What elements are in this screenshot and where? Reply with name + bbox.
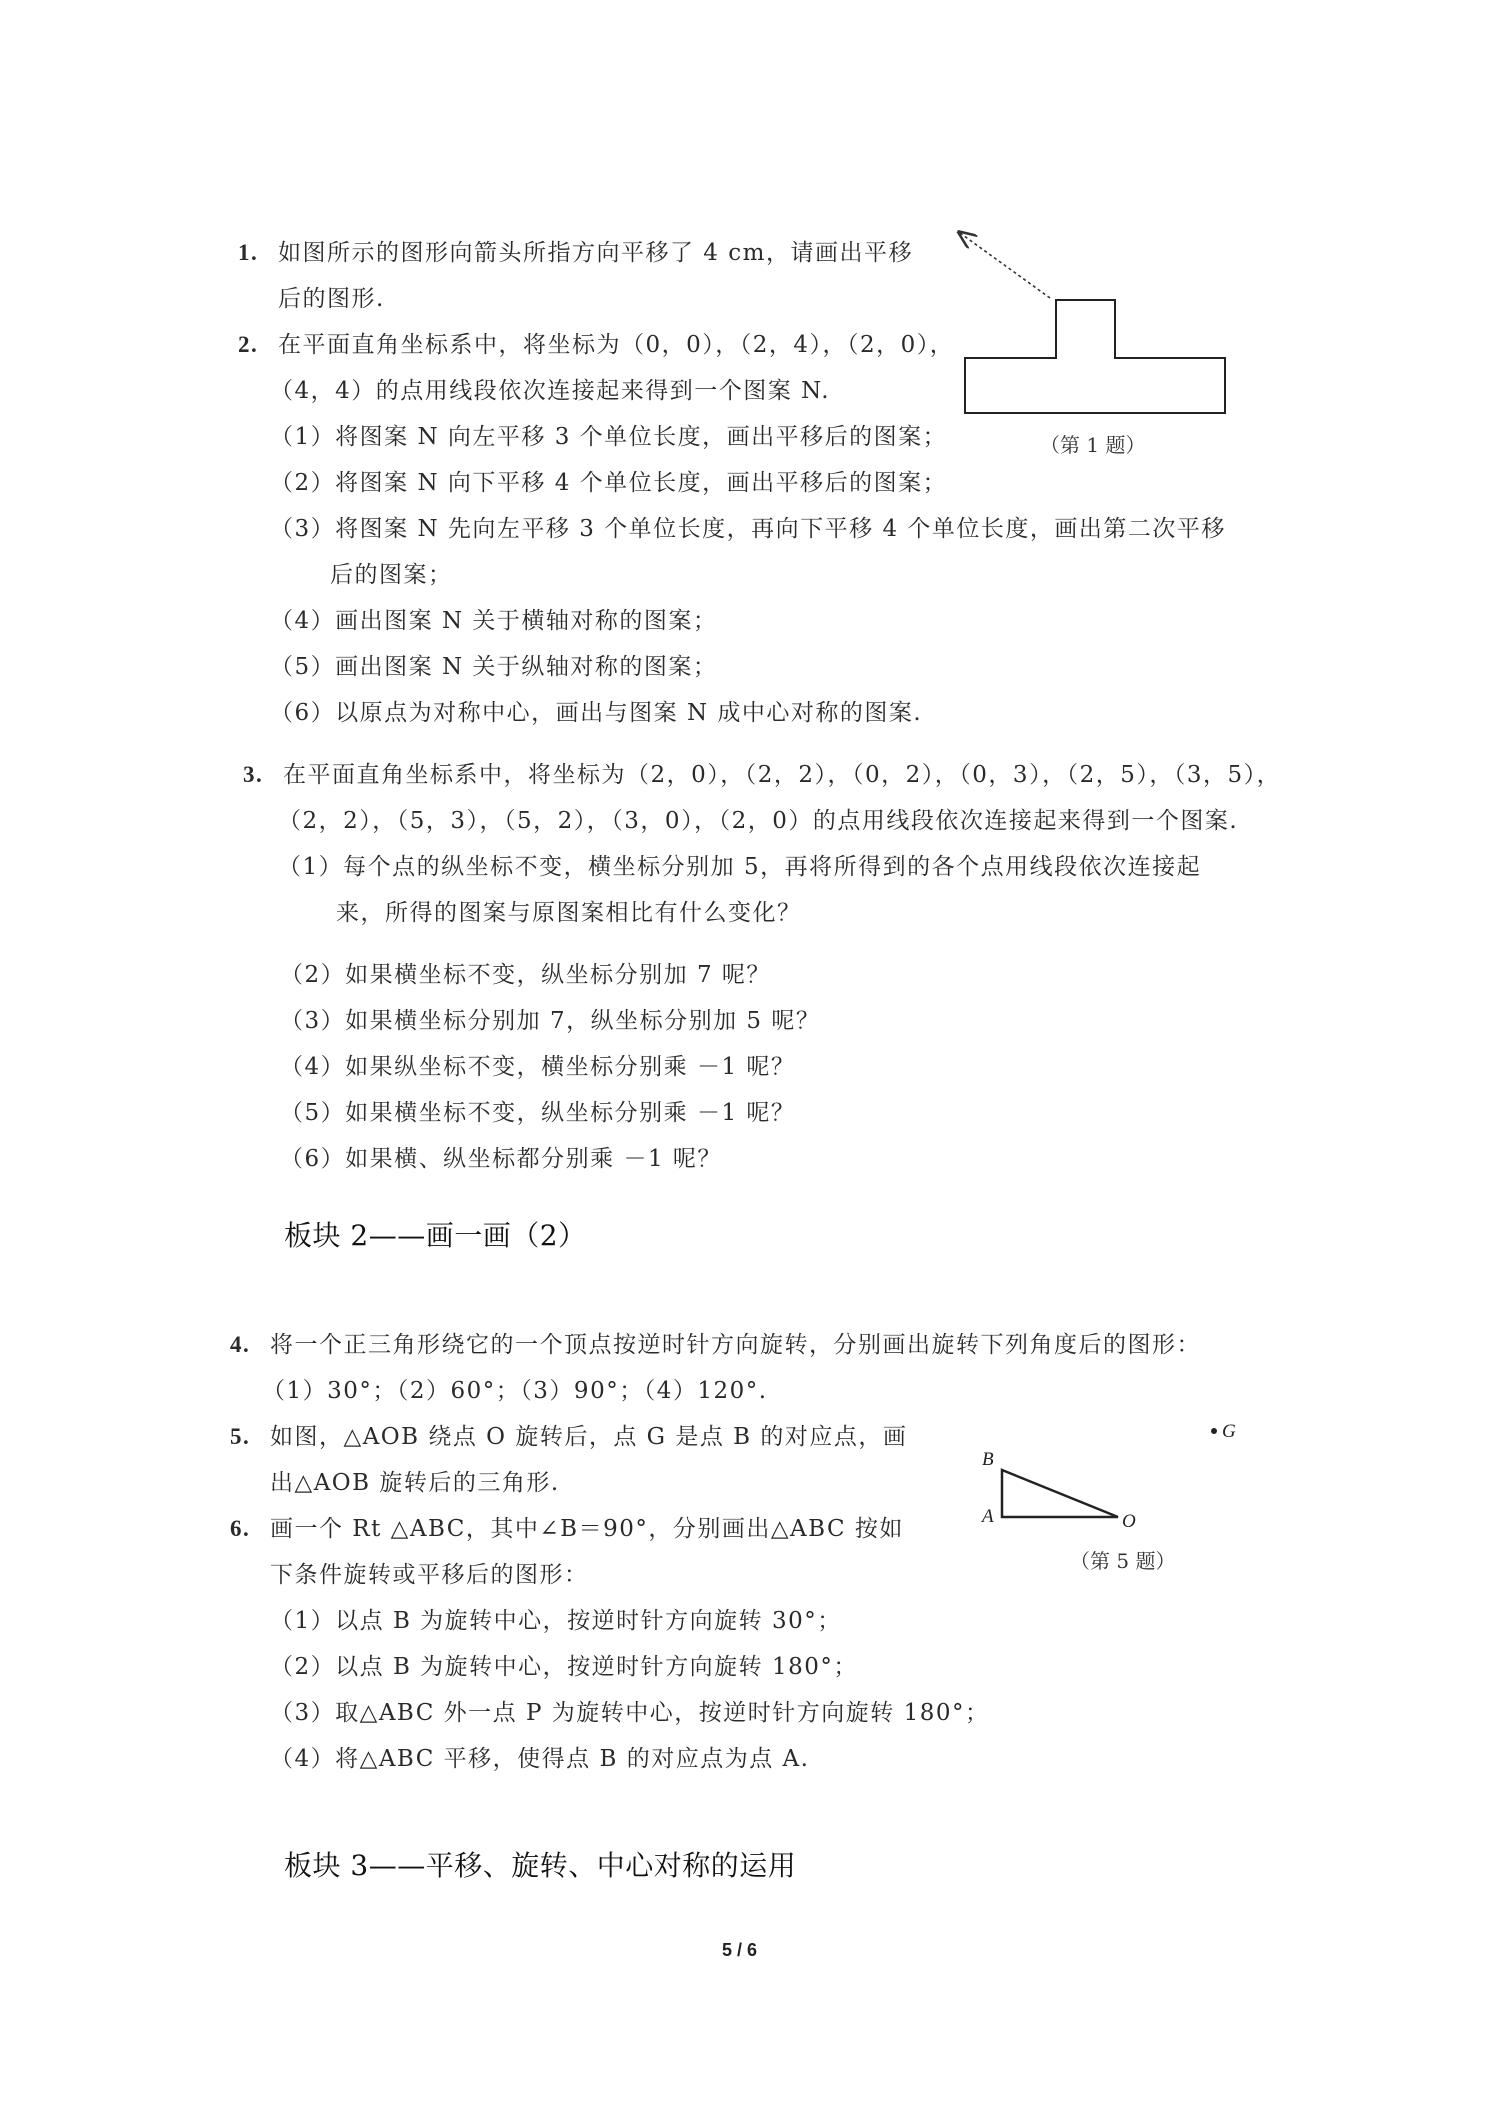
problem-3-line-2: （2，2），（5，3），（5，2），（3，0），（2，0）的点用线段依次连接起来得到一个图案. — [278, 808, 1239, 834]
problem-1-number: 1. — [238, 240, 259, 265]
problem-2-item-5: （5）画出图案 N 关于纵轴对称的图案； — [270, 654, 718, 680]
problem-3-item-6: （6）如果横、纵坐标都分别乘 －1 呢？ — [280, 1146, 722, 1172]
problem-4-line-1: 4. 将一个正三角形绕它的一个顶点按逆时针方向旋转，分别画出旋转下列角度后的图形： — [230, 1332, 1201, 1358]
problem-3-item-3: （3）如果横坐标分别加 7，纵坐标分别加 5 呢？ — [280, 1008, 821, 1034]
problem-1-line-2: 后的图形. — [278, 286, 385, 312]
problem-5-number: 5. — [230, 1424, 251, 1449]
label-g: G — [1222, 1421, 1236, 1442]
problem-4-line-2: （1）30°；（2）60°；（3）90°；（4）120°. — [262, 1378, 768, 1404]
problem-6-item-4: （4）将△ABC 平移，使得点 B 的对应点为点 A. — [270, 1746, 810, 1772]
problem-4-number: 4. — [230, 1332, 251, 1357]
problem-3-line-1: 3. 在平面直角坐标系中，将坐标为（2，0），（2，2），（0，2），（0，3），（2，5），（3，5）， — [243, 762, 1282, 788]
problem-3-item-1-cont: 来，所得的图案与原图案相比有什么变化？ — [336, 900, 802, 926]
problem-6-line-2: 下条件旋转或平移后的图形： — [270, 1562, 589, 1588]
problem-1-line-1: 1. 如图所示的图形向箭头所指方向平移了 4 cm，请画出平移 — [238, 240, 913, 266]
label-o: O — [1122, 1511, 1136, 1532]
problem-5-figure — [980, 1415, 1250, 1545]
problem-3-item-5: （5）如果横坐标不变，纵坐标分别乘 －1 呢？ — [280, 1100, 796, 1126]
problem-1-figure — [950, 228, 1240, 428]
problem-6-number: 6. — [230, 1516, 251, 1541]
t-shape — [965, 300, 1225, 413]
problem-6-item-3: （3）取△ABC 外一点 P 为旋转中心，按逆时针方向旋转 180°； — [270, 1700, 990, 1726]
problem-6-item-2: （2）以点 B 为旋转中心，按逆时针方向旋转 180°； — [270, 1654, 858, 1680]
label-a: A — [982, 1506, 994, 1527]
problem-2-item-6: （6）以原点为对称中心，画出与图案 N 成中心对称的图案. — [270, 700, 923, 726]
figure-1-caption: （第 1 题） — [1040, 433, 1146, 457]
problem-6-item-1: （1）以点 B 为旋转中心，按逆时针方向旋转 30°； — [270, 1608, 842, 1634]
section-3-heading: 板块 3——平移、旋转、中心对称的运用 — [284, 1849, 797, 1882]
point-g-dot — [1211, 1428, 1217, 1434]
problem-5-line-2: 出△AOB 旋转后的三角形. — [270, 1470, 560, 1496]
problem-3-item-1: （1）每个点的纵坐标不变，横坐标分别加 5，再将所得到的各个点用线段依次连接起 — [278, 854, 1202, 880]
problem-2-line-2: （4，4）的点用线段依次连接起来得到一个图案 N. — [270, 378, 831, 404]
problem-3-item-4: （4）如果纵坐标不变，横坐标分别乘 －1 呢？ — [280, 1054, 796, 1080]
problem-2-item-3-cont: 后的图案； — [330, 562, 453, 588]
problem-2-item-1: （1）将图案 N 向左平移 3 个单位长度，画出平移后的图案； — [270, 424, 948, 450]
translation-arrow — [960, 233, 1050, 298]
triangle-aob — [1002, 1470, 1118, 1517]
problem-2-item-3: （3）将图案 N 先向左平移 3 个单位长度，再向下平移 4 个单位长度，画出第二次平移 — [270, 516, 1226, 542]
problem-2-line-1: 2. 在平面直角坐标系中，将坐标为（0，0），（2，4），（2，0）， — [238, 332, 955, 358]
problem-6-line-1: 6. 画一个 Rt △ABC，其中∠B＝90°，分别画出△ABC 按如 — [230, 1516, 904, 1542]
problem-2-number: 2. — [238, 332, 259, 357]
problem-2-item-4: （4）画出图案 N 关于横轴对称的图案； — [270, 608, 718, 634]
problem-3-item-2: （2）如果横坐标不变，纵坐标分别加 7 呢？ — [280, 962, 771, 988]
section-2-heading: 板块 2——画一画（2） — [284, 1219, 587, 1252]
label-b: B — [982, 1449, 994, 1470]
page-number: 5 / 6 — [722, 1940, 758, 1960]
problem-3-number: 3. — [243, 762, 264, 787]
problem-2-item-2: （2）将图案 N 向下平移 4 个单位长度，画出平移后的图案； — [270, 470, 948, 496]
problem-5-line-1: 5. 如图，△AOB 绕点 O 旋转后，点 G 是点 B 的对应点，画 — [230, 1424, 908, 1450]
figure-5-caption: （第 5 题） — [1070, 1549, 1176, 1573]
